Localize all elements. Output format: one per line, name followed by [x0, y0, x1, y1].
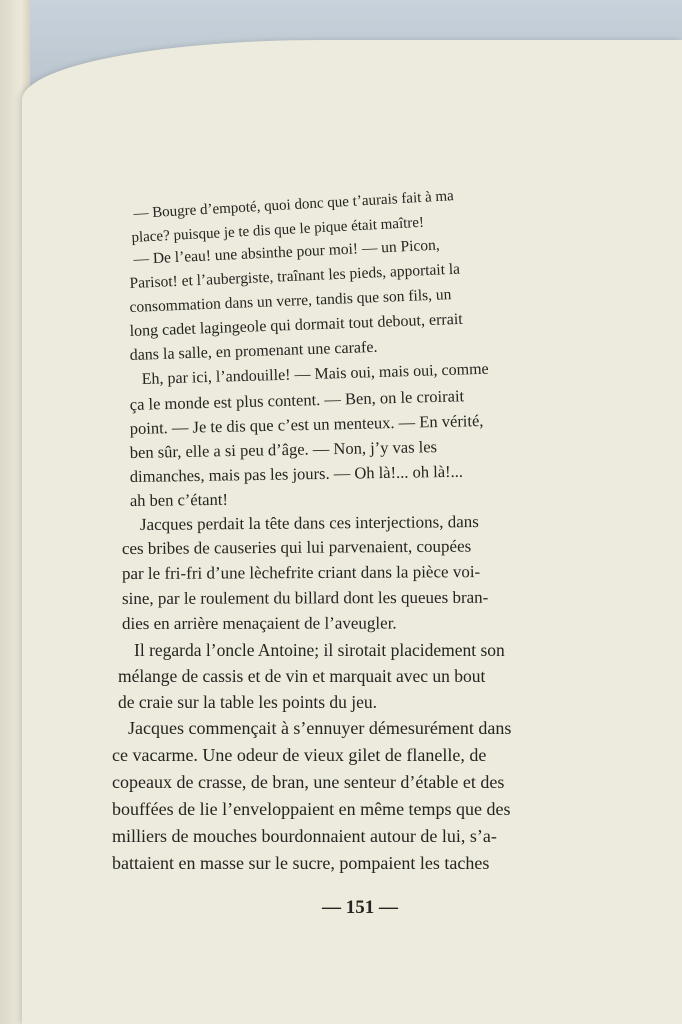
text-line-25: bouffées de lie l’enveloppaient en même temps que des: [112, 799, 511, 819]
text-line-21: de craie sur la table les points du jeu.: [118, 692, 378, 712]
text-line-23: ce vacarme. Une odeur de vieux gilet de flanelle, de: [112, 745, 487, 765]
text-line-19: Il regarda l’oncle Antoine; il sirotait placidement son: [134, 640, 505, 660]
text-line-11: ben sûr, elle a si peu d’âge. — Non, j’y vas les: [129, 437, 438, 463]
text-line-4: Parisot! et l’aubergiste, traînant les pieds, apportait la: [129, 260, 461, 293]
text-line-5: consommation dans un verre, tandis que son fils, un: [129, 286, 452, 317]
text-line-26: milliers de mouches bourdonnaient autour de lui, s’a-: [112, 826, 497, 846]
text-line-2: place? puisque je te dis que le pique était maître!: [131, 214, 425, 247]
text-line-12: dimanches, mais pas les jours. — Oh là!... oh là!...: [129, 461, 464, 487]
text-line-14: Jacques perdait la tête dans ces interjections, dans: [139, 512, 479, 534]
text-line-10: point. — Je te dis que c’est un menteux. — En vérité,: [129, 410, 484, 439]
text-line-13: ah ben c’étant!: [129, 489, 229, 511]
text-line-17: sine, par le roulement du billard dont les queues bran-: [121, 587, 489, 608]
page-number: — 151 —: [322, 897, 398, 918]
text-line-8: Eh, par ici, l’andouille! — Mais oui, mais oui, comme: [141, 360, 489, 389]
text-line-16: par le fri-fri d’une lèchefrite criant dans la pièce voi-: [121, 562, 481, 583]
text-line-1: — Bougre d’empoté, quoi donc que t’aurais fait à ma: [133, 188, 455, 223]
text-line-9: ça le monde est plus content. — Ben, on le croirait: [129, 386, 465, 415]
text-line-7: dans la salle, en promenant une carafe.: [129, 338, 378, 365]
text-line-3: — De l’eau! une absinthe pour moi! — un Picon,: [133, 236, 441, 269]
text-line-22: Jacques commençait à s’ennuyer démesurément dans: [128, 718, 512, 738]
text-line-15: ces bribes de causeries qui lui parvenaient, coupées: [121, 536, 472, 558]
text-line-27: battaient en masse sur le sucre, pompaient les taches: [112, 853, 490, 873]
text-line-24: copeaux de crasse, de bran, une senteur d’étable et des: [112, 772, 505, 792]
text-line-18: dies en arrière menaçaient de l’aveugler.: [121, 613, 397, 633]
book-page: [22, 40, 682, 1024]
text-line-20: mélange de cassis et de vin et marquait avec un bout: [118, 666, 486, 686]
text-line-6: long cadet lagingeole qui dormait tout debout, errait: [129, 310, 463, 341]
